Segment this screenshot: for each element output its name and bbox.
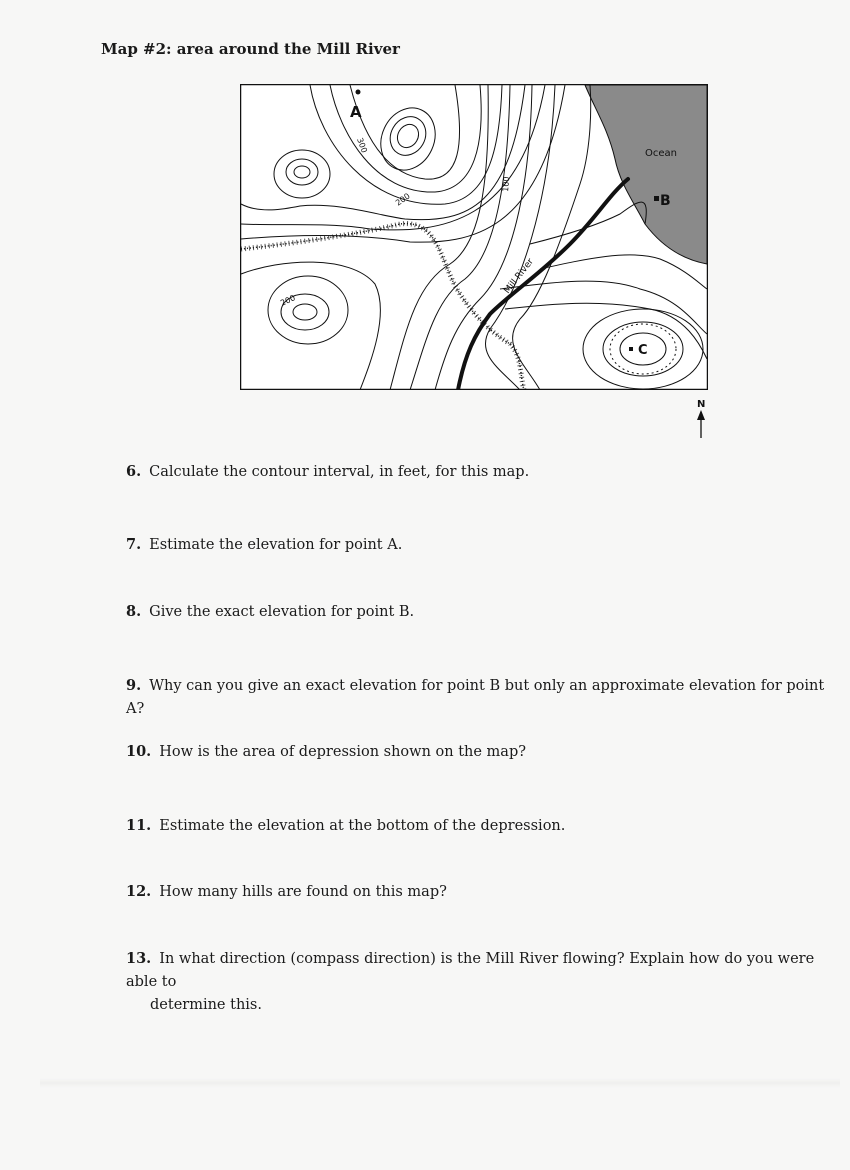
question-number: 11. bbox=[126, 817, 152, 834]
question-text: In what direction (compass direction) is the Mill River flowing? Explain how do you were able to bbox=[126, 951, 815, 990]
river-label: Mill River bbox=[502, 257, 536, 296]
question-12 bbox=[126, 880, 841, 904]
question-8 bbox=[126, 600, 841, 624]
question-text: Give the exact elevation for point B. bbox=[149, 604, 415, 620]
question-number: 8. bbox=[126, 603, 142, 620]
point-a-label: A bbox=[350, 103, 362, 121]
question-10 bbox=[126, 740, 841, 764]
question-6 bbox=[126, 460, 841, 484]
ocean-label: Ocean bbox=[645, 148, 677, 159]
point-b-marker bbox=[654, 196, 659, 201]
north-label: N bbox=[697, 399, 706, 410]
point-a-marker bbox=[356, 90, 361, 95]
contour-label-300: 300 bbox=[355, 136, 369, 155]
scan-artifact bbox=[40, 1078, 840, 1088]
question-text: Estimate the elevation at the bottom of the depression. bbox=[159, 818, 566, 834]
question-text: Why can you give an exact elevation for point B but only an approximate elevation for point A? bbox=[126, 678, 825, 717]
question-text-continuation: determine this. bbox=[150, 997, 262, 1013]
point-c-label: C bbox=[638, 343, 648, 358]
question-number: 9. bbox=[126, 677, 142, 694]
question-13 bbox=[126, 947, 841, 1017]
question-text: How is the area of depression shown on the map? bbox=[159, 744, 526, 760]
question-7 bbox=[126, 533, 841, 557]
question-text: How many hills are found on this map? bbox=[159, 884, 447, 900]
question-number: 12. bbox=[126, 883, 152, 900]
page-title: Map #2: area around the Mill River bbox=[101, 40, 400, 58]
north-arrow-icon bbox=[697, 410, 705, 420]
point-b-label: B bbox=[660, 193, 671, 209]
question-number: 13. bbox=[126, 950, 152, 967]
north-arrow bbox=[692, 396, 710, 440]
question-number: 6. bbox=[126, 463, 142, 480]
contour-label-100: 100 bbox=[501, 176, 512, 193]
question-text: Estimate the elevation for point A. bbox=[149, 537, 403, 553]
point-c-marker bbox=[629, 347, 633, 351]
question-number: 7. bbox=[126, 536, 142, 553]
question-9 bbox=[126, 674, 841, 721]
topographic-map bbox=[240, 84, 708, 390]
question-text: Calculate the contour interval, in feet, for this map. bbox=[149, 464, 530, 480]
contour-label-200-top: 200 bbox=[393, 191, 412, 208]
question-number: 10. bbox=[126, 743, 152, 760]
contour-label-200-bottom: 200 bbox=[279, 293, 297, 308]
question-11 bbox=[126, 814, 841, 838]
